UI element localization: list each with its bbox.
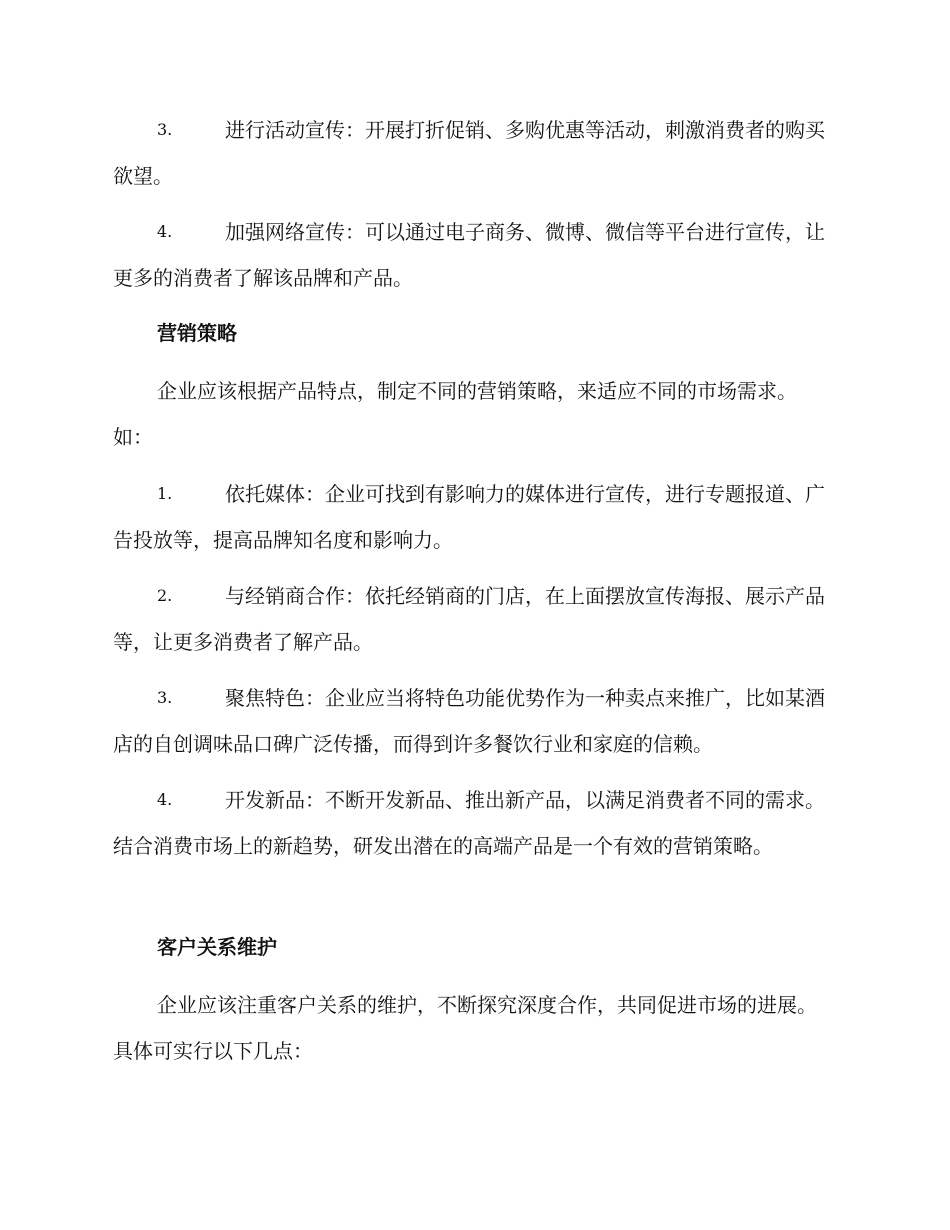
section-heading-customer: 客户关系维护 [157, 935, 277, 959]
list-item-number: 1. [157, 484, 173, 503]
list-item [113, 471, 835, 563]
list-item-text: 依托媒体：企业可找到有影响力的媒体进行宣传，进行专题报道、广告投放等，提高品牌知名度和影响力。 [113, 482, 825, 552]
list-item-number: 2. [157, 586, 173, 605]
list-item-text: 聚焦特色：企业应当将特色功能优势作为一种卖点来推广，比如某酒店的自创调味品口碑广泛传播，而得到许多餐饮行业和家庭的信赖。 [113, 686, 825, 756]
list-item-text: 进行活动宣传：开展打折促销、多购优惠等活动，刺激消费者的购买欲望。 [113, 118, 825, 188]
list-item-number: 4. [157, 790, 173, 809]
section-heading-marketing: 营销策略 [157, 321, 237, 345]
list-item [113, 209, 835, 301]
list-item-number: 3. [157, 688, 173, 707]
list-item-number: 4. [157, 222, 173, 241]
list-item-number: 3. [157, 120, 173, 139]
list-item-text: 开发新品：不断开发新品、推出新产品，以满足消费者不同的需求。结合消费市场上的新趋势，研发出潜在的高端产品是一个有效的营销策略。 [113, 788, 825, 858]
list-item-text: 加强网络宣传：可以通过电子商务、微博、微信等平台进行宣传，让更多的消费者了解该品牌和产品。 [113, 220, 825, 290]
list-item [113, 107, 835, 199]
list-item [113, 573, 835, 665]
list-item-text: 与经销商合作：依托经销商的门店，在上面摆放宣传海报、展示产品等，让更多消费者了解产品。 [113, 584, 825, 654]
list-item [113, 777, 835, 869]
list-item [113, 675, 835, 767]
section-intro-customer: 企业应该注重客户关系的维护，不断探究深度合作，共同促进市场的进展。具体可实行以下几点： [113, 993, 817, 1063]
section-intro-marketing: 企业应该根据产品特点，制定不同的营销策略，来适应不同的市场需求。如： [113, 379, 797, 449]
